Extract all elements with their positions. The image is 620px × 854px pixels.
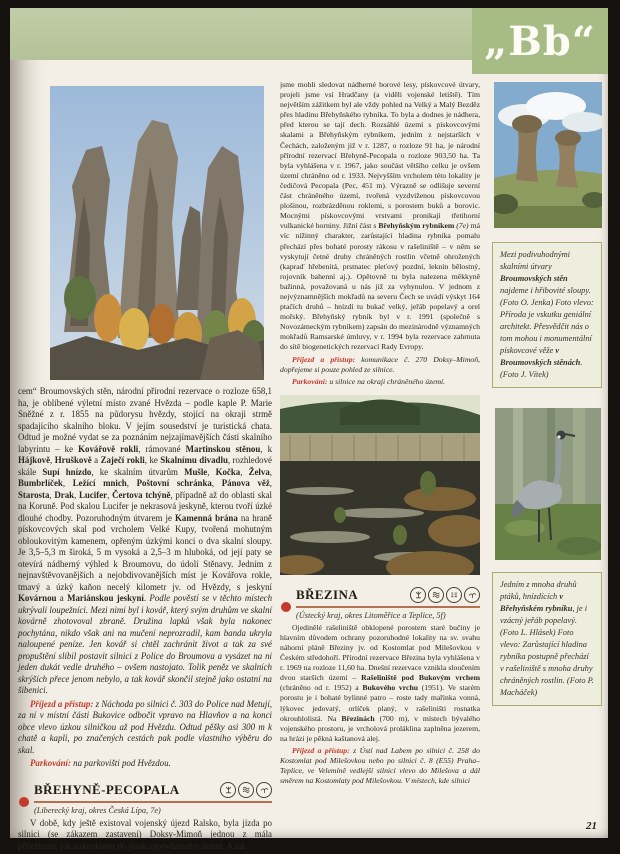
- water-icon: [428, 587, 444, 603]
- letter-tab: [472, 8, 608, 74]
- water-icon: [238, 782, 254, 798]
- broumov-paragraph: cem“ Broumovských stěn, národní přírodní rezervace o rozloze 658,1 ha, je oblíbené výletní místo zvané Hvězda – podle kaple P. Marie Sněžné z r. 1855 na půdorysu hvězdy, stojící na okraji strmě spadajícího skalního bloku. V jejím sousedství je turistická chata. Odtud je možné vydat se za poznáním nejzajímavějších částí skalního labyrintu – ke Kovářově rokli, rámované Martinskou stěnou, k Hájkově, Hruškově a Zaječí rokli, ke Skalnímu divadlu, rozhledové skále Supí hnízdo, ke skalním útvarům Mušle, Kočka, Želva, Bumbrlíček, Ležící mnich, Poštovní schránka, Pánova věž, Starosta, Drak, Lucifer, Čertova tchýně, případně až do oblasti skal na Koruně. Pod skalou Lucifer je nekrasová jeskyně, kterou tvoří úzké dlouhé chodby. Pozoruhodným útvarem je Kamenná brána na hraně pískovcových skal pod vrcholem Velké Kupy, tvořená mohutným obloukovitým kamenem, opřeným úzkými konci o dva skalní sloupy. Je 3,5–5,3 m široká, 5 m vysoká a 2,5–3 m hluboká, od její paty se otevírá nádherný výhled k Broumovu, do údolí Stěnavy. Jedním z nejnavštěvovanějších a nejobdivovanějších míst je Kovářova rokle, tmavý a úzký kaňon necelý kilometr jv. od Hvězdy, s jeskyní Kovárnou a Mariánskou jeskyní. Podle pověstí se v těchto místech ukrývali loupežníci. Mezi nimi byl i kovář, který svým druhům ve skalní kovárně zhotovoval zbraně. Družina lapků však byla nakonec pochytána, nikdo však ani na mučení neprozradil, kam banda ukryla naloupené peníze. Jen kovář si chtěl zachránit život a tak za své propuštění slíbil postavit silnici z Police do Broumova a vysázet na ni jeden dukát vedle druhého – ovšem nastojato. Tolik peněz ve skalních skrýších přece jenom nebylo, a tak kovář skončil stejně jako ostatní na šibenici.: [18, 386, 273, 695]
- main-column: [280, 80, 480, 846]
- brehyne-intro-paragraph: V době, kdy ještě existoval vojenský újezd Ralsko, byla jízda po silnici (se zákazem zastavení) Doksy-Mimoň jednou z mála příležitostí, jak nakouknout do jinak zapovězeného území. A tak: [18, 817, 272, 851]
- banner-strip: [10, 8, 472, 60]
- left-column: [18, 70, 272, 854]
- sidebar: [492, 82, 602, 706]
- brezina-access: Příjezd a přístup: z Ústí nad Labem po silnici č. 258 do Kostomlat pod Milešovkou nebo po silnici č. 8 (E55) Praha–Teplice, ve Velemíně vedlejší silnicí vlevo do Milešova a dál směrem na Kostomlaty pod Milešovkou. V místech, kde silnici: [280, 745, 480, 786]
- section-bullet-icon: [281, 602, 291, 612]
- book-page: [10, 8, 608, 851]
- category-icons-brezina: [410, 587, 480, 603]
- peatland-icon: [446, 587, 462, 603]
- page-number: 21: [586, 820, 597, 832]
- fauna-icon: [464, 587, 480, 603]
- caption-crane: Jedním z mnoha druhů ptáků, hnízdících v Břehyňském rybníku, je i vzácný jeřáb popelavý. (Foto L. Hlásek) Foto vlevo: Zarůstající hladina rybníka postupně přechází v rašeliniště s mnoha druhy chráněných rostlin. (Foto P. Macháček): [492, 572, 602, 706]
- section-region-brezina: (Ústecký kraj, okres Litoměřice a Teplice, 5f): [296, 610, 446, 620]
- crane-photo: [495, 408, 601, 560]
- brehyne-access: Příjezd a přístup: komunikace č. 270 Doksy–Mimoň, dopřejeme si pouze pohled ze silnice.: [280, 354, 480, 374]
- category-icons-brehyne: [220, 782, 272, 798]
- brehyne-paragraph: jsme mohli sledovat nádherné borové lesy, pískovcové útvary, projeli jsme vsí Hradčany (a viděli vojenské letiště). Tím největším zážitkem byl ale vždy pohled na Velký a Malý Bezděz přes hladinu Břehyňského rybníka. To byla a dodnes je nádhera, před kterou se tají dech. Rozsáhlé území s pískovcovými skalami a Břehyňským rybníkem, jedním z nejstarších v Čechách, založeným již v r. 1287, o rozloze 91 ha, je národní přírodní rezervací Břehyně-Pecopala o rozloze 903,50 ha. Ta byla vyhlášena v r. 1967, jako součást většího celku je ovšem území chráněno od r. 1933. Nejvyšším vrcholem této lokality je čedičová Pecopala (Pec, 451 m). Výrazně se odlišuje severní část chráněného území, tvořená vyzdviženou pískovcovou plošinou, rozbrázděnou roklemi, s porostem buků a borovic. Mocnými pískovcovými vrstvami pronikají třetihorní vulkanické horniny. Jižní část s Břehyňským rybníkem (7e) má víc nížinný charakter, zarůstající hladina rybníka pomalu přechází přes bohaté porosty rákosu v rašeliniště – v něm se vyskytují četné druhy chráněných rostlin včetně ohrožených (kapraď hřebenitá, prstnatec pleťový pozdní, leknín bělostný, rojovník bahenní aj.). Opětovně tu byla nalezena měkkyně bažinná, považovaná u nás již za vyhynulou. V jednom z nejvýznamnějších mokřadů na severu Čech se uvádí výskyt 164 ptačích druhů – hnízdí tu bukač velký, jeřáb popelavý a orel mořský. Břehyňský rybník byl v r. 1991 (společně s Novozámeckým rybníkem) zapsán do mezinárodně významných mokřadů Ramsarské úmluvy, v r. 1994 byla rezervace zahrnuta do sítě biogenetických rezervací Rady Evropy.: [280, 80, 480, 352]
- section-region-brehyne: (Liberecký kraj, okres Česká Lípa, 7e): [34, 805, 161, 815]
- flora-icon: [220, 782, 236, 798]
- fauna-icon: [256, 782, 272, 798]
- mushroom-rocks-photo: [494, 82, 602, 228]
- caption-rocks: Mezi podivuhodnými skalními útvary Broumovských stěn najdeme i hřibovité sloupy. (Foto O. Jenka) Foto vlevo: Příroda je vskutku geniální architekt. Přesvědčit nás o tom mohou i monumentální pískovcové věže v Broumovských stěnách. (Foto J. Vítek): [492, 242, 602, 388]
- section-header-brezina: [296, 587, 480, 608]
- brezina-paragraph: Ojedinělé rašeliniště obklopené porostem staré bučiny je hlavním důvodem ochrany pozoruhodné lokality na sv. svahu náhorní pláně Březiny jv. od Kostomlat pod Milešovkou v Českém středohoří. Přírodní rezervace Březina byla vyhlášena v r. 1969 na rozloze 11,60 ha. Dnešní rezervace vznikla sloučením dvou starších území – Rašeliniště pod Bukovým vrchem (chráněno od r. 1952) a Bukového vrchu (1951). Ve starém porostu je i bohaté bylinné patro – roste tady mařinka vonná, lýkovec jedovatý, orlíček planý, v rašeliništi rosnatka okrouhlolistá. Na Březinách (700 m), v místech bývalého vojenského prostoru, je vrcholová proláklina zaplněna jezerem, na hrázi je pěkná kaštanová alej.: [280, 622, 480, 743]
- section-bullet-icon: [19, 797, 29, 807]
- broumov-parking: Parkování: na parkovišti pod Hvězdou.: [30, 758, 171, 768]
- section-title-brezina: BŘEZINA: [296, 586, 359, 602]
- broumov-access: Příjezd a přístup: z Náchoda po silnici č. 303 do Police nad Metují, za ní v místní části Bukovice odbočit vpravo na Hlavňov a na konci obce vlevo úzkou silničkou až pod Hvězdu. Odtud pěšky asi 300 m k chatě a kapli, po značených cestách pak podle vlastního výběru do skal.: [18, 698, 273, 755]
- brehyne-parking: Parkování: u silnice na okraji chráněného území.: [292, 376, 446, 386]
- section-title-brehyne: BŘEHYNĚ-PECOPALA: [34, 781, 180, 797]
- flora-icon: [410, 587, 426, 603]
- section-header-brehyne: [34, 782, 272, 803]
- peat-bog-photo: [280, 395, 480, 575]
- letter-tab-label: „Bb“: [484, 17, 596, 65]
- sandstone-towers-photo: [50, 86, 264, 380]
